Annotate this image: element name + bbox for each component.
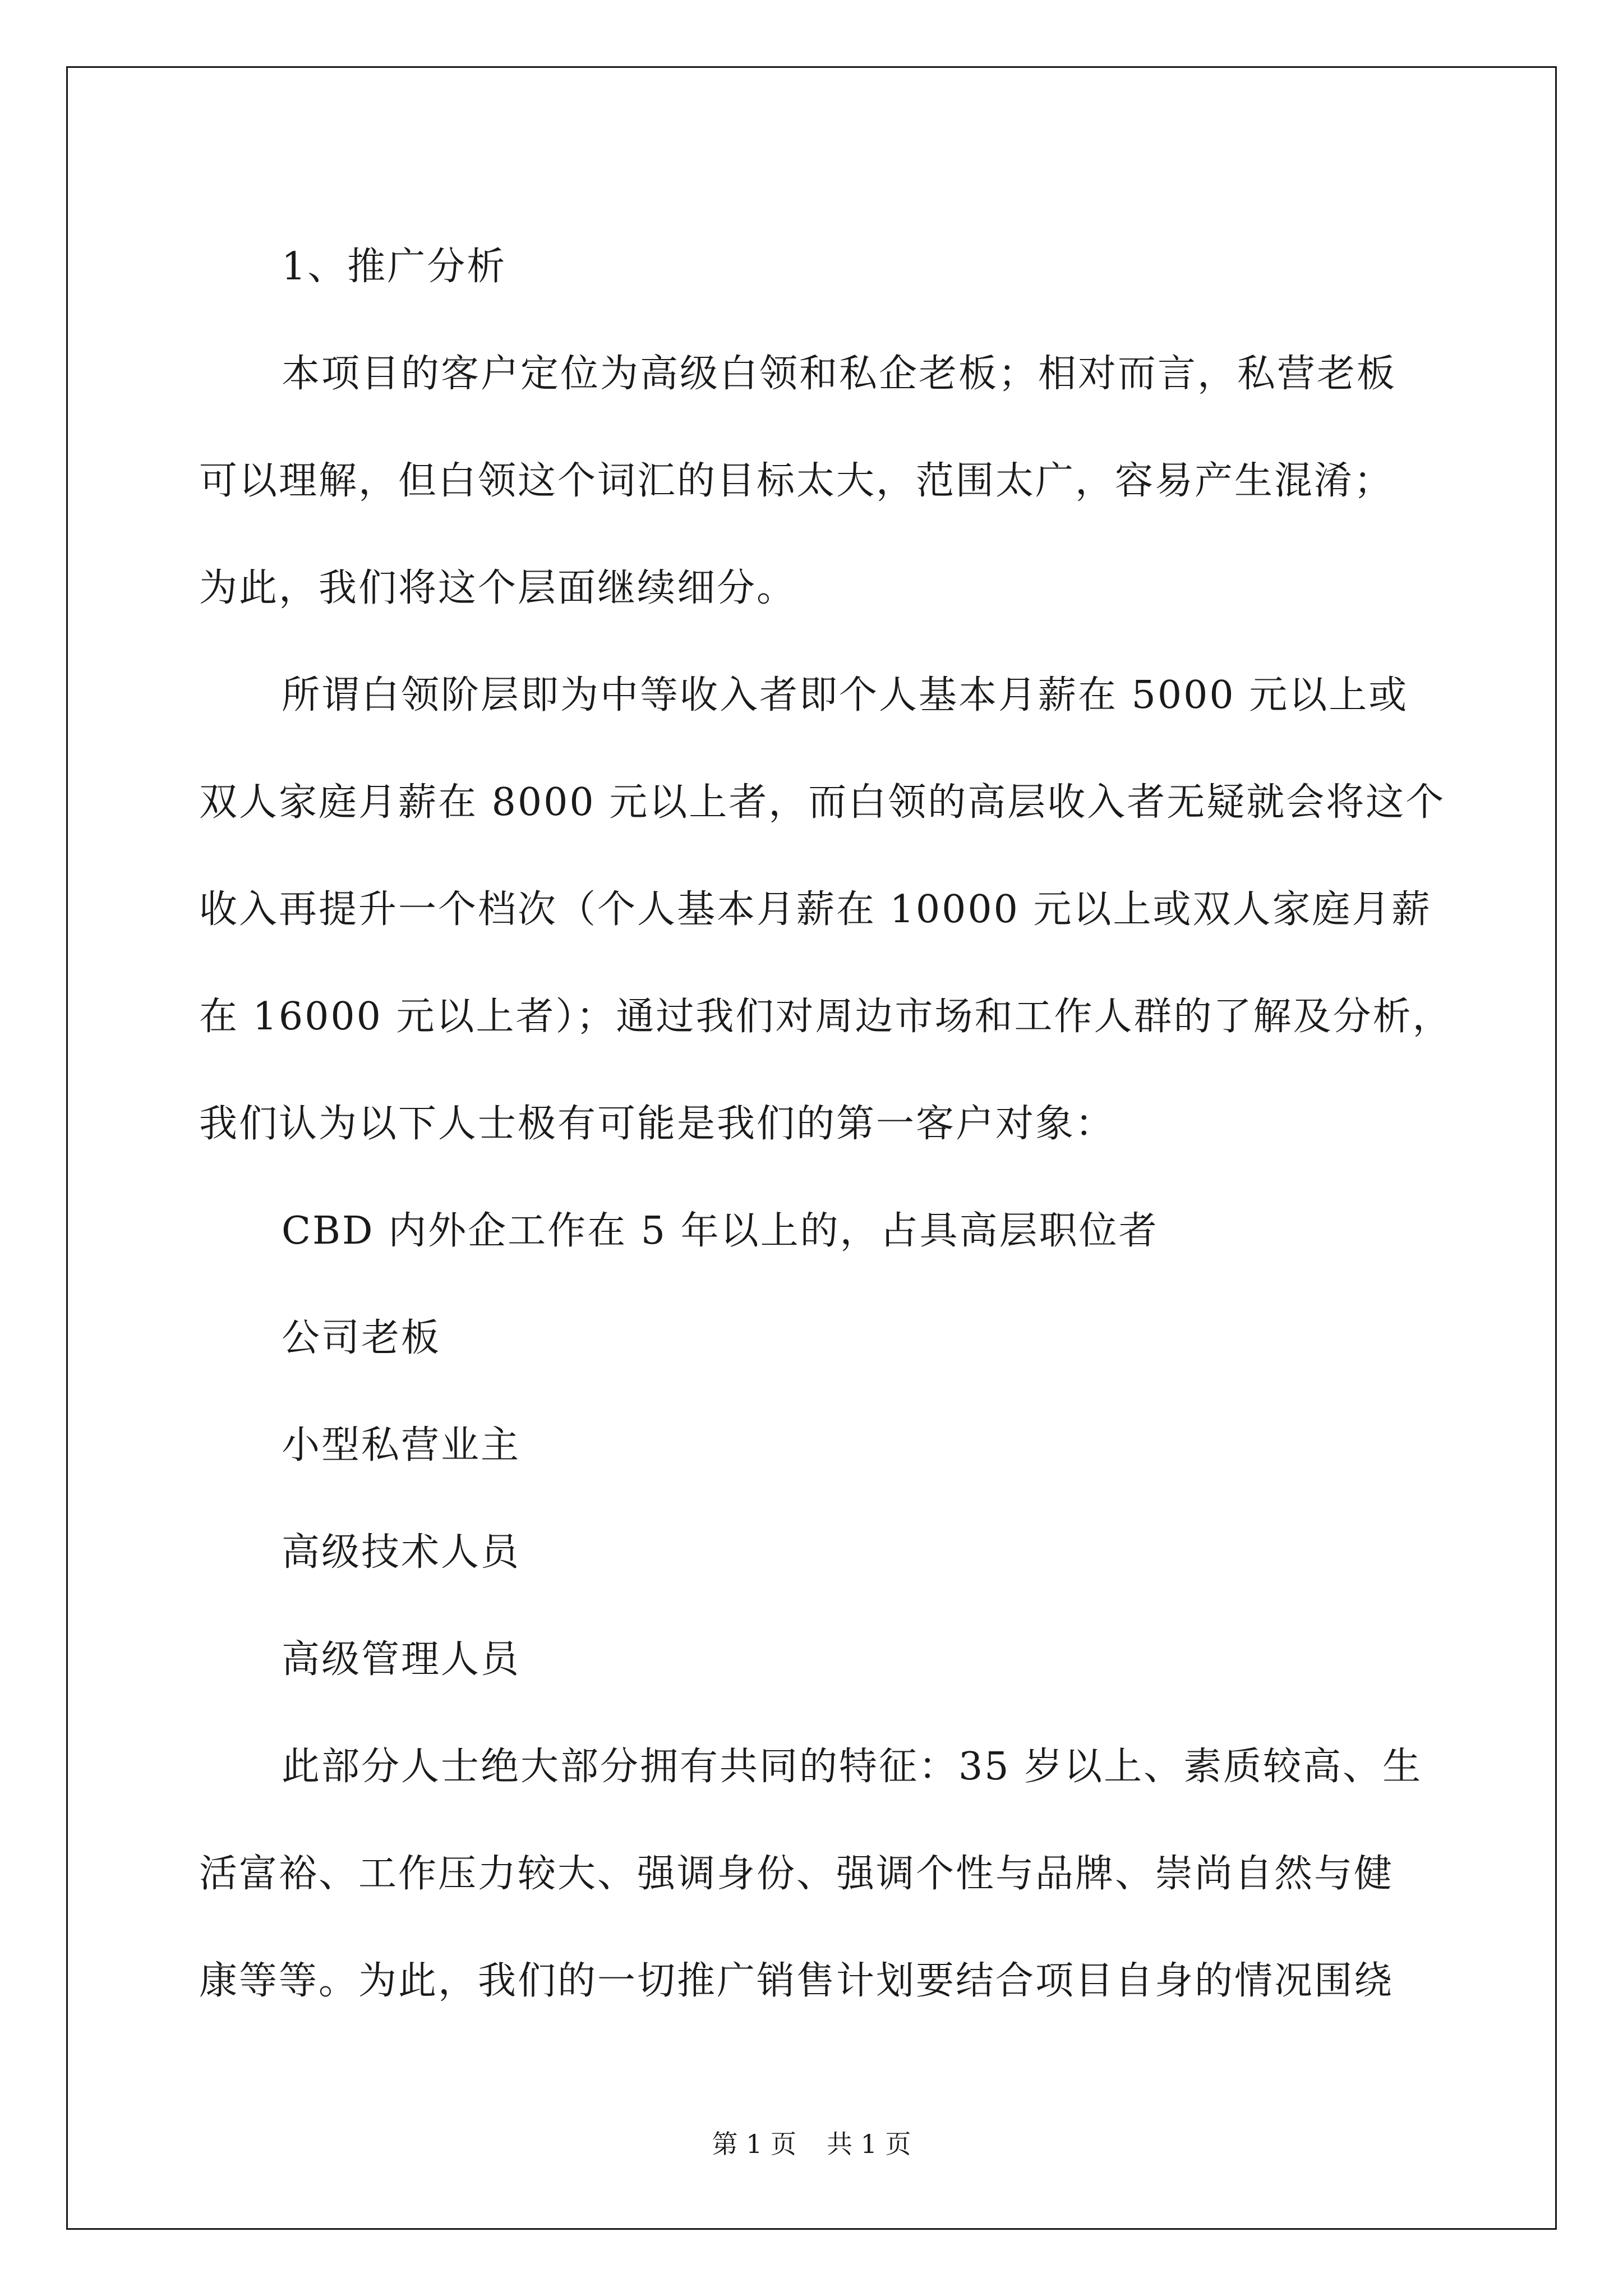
paragraph-line: 活富裕、工作压力较大、强调身份、强调个性与品牌、崇尚自然与健	[199, 1852, 1394, 1896]
paragraph-line: 为此，我们将这个层面继续细分。	[199, 566, 797, 610]
paragraph-line: 康等等。为此，我们的一切推广销售计划要结合项目自身的情况围绕	[199, 1959, 1394, 2003]
list-item: CBD 内外企工作在 5 年以上的，占具高层职位者	[282, 1209, 1159, 1253]
paragraph-line: 所谓白领阶层即为中等收入者即个人基本月薪在 5000 元以上或	[282, 673, 1409, 717]
paragraph-line: 在 16000 元以上者）；通过我们对周边市场和工作人群的了解及分析，	[199, 995, 1453, 1039]
paragraph-line: 可以理解，但白领这个词汇的目标太大，范围太广，容易产生混淆；	[199, 459, 1394, 503]
list-item: 小型私营业主	[282, 1423, 521, 1467]
paragraph-line: 双人家庭月薪在 8000 元以上者，而白领的高层收入者无疑就会将这个	[199, 780, 1446, 825]
document-body	[199, 213, 1453, 2035]
page-footer	[0, 2127, 1623, 2161]
paragraph-line: 我们认为以下人士极有可能是我们的第一客户对象：	[199, 1102, 1115, 1146]
paragraph-line: 本项目的客户定位为高级白领和私企老板；相对而言，私营老板	[282, 352, 1397, 396]
paragraph-line: 此部分人士绝大部分拥有共同的特征：35 岁以上、素质较高、生	[282, 1745, 1423, 1789]
list-item: 高级管理人员	[282, 1637, 521, 1682]
page-number: 第 1 页	[712, 2129, 796, 2159]
section-heading: 1、推广分析	[282, 245, 507, 289]
page-total: 共 1 页	[827, 2129, 911, 2159]
list-item: 高级技术人员	[282, 1530, 521, 1575]
paragraph-line: 收入再提升一个档次（个人基本月薪在 10000 元以上或双人家庭月薪	[199, 887, 1432, 932]
list-item: 公司老板	[282, 1316, 441, 1360]
